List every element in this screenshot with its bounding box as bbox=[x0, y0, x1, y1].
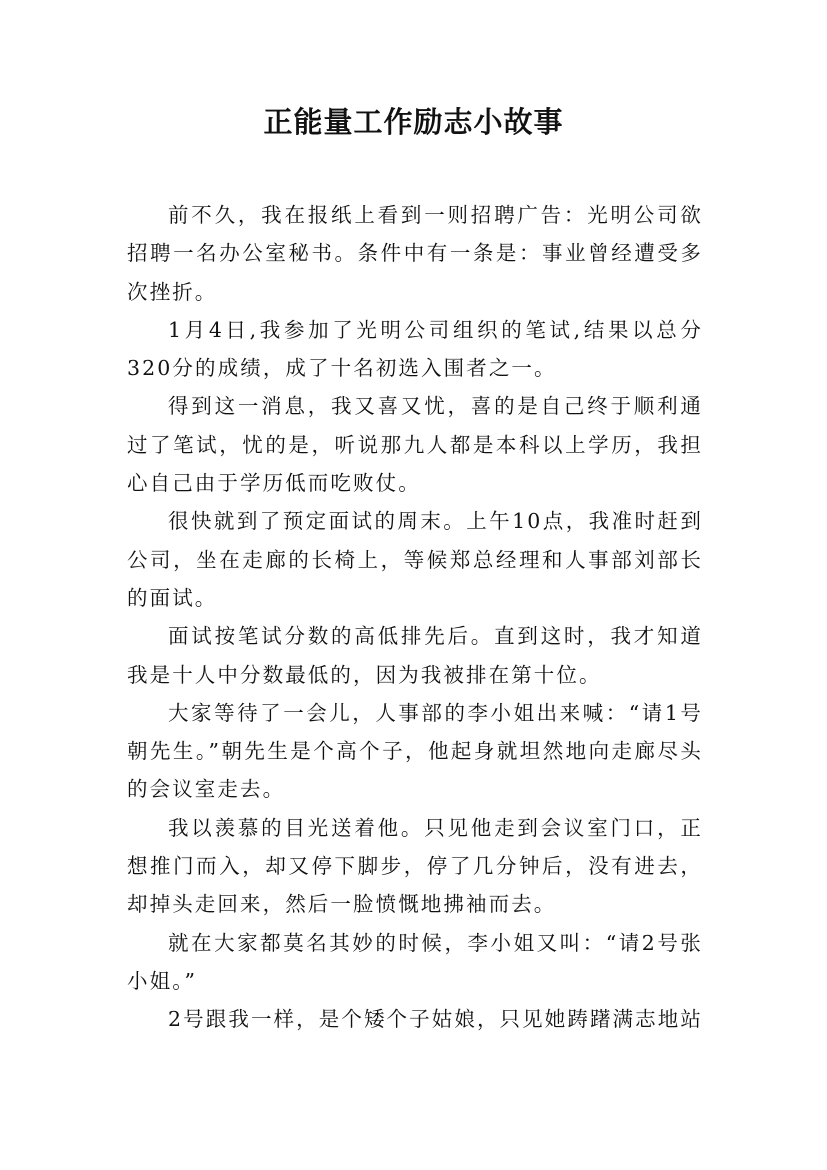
paragraph: 我以羡慕的目光送着他。只见他走到会议室门口，正想推门而入，却又停下脚步，停了几分钟后，没有进去，却掉头走回来，然后一脸愤慨地拂袖而去。 bbox=[127, 815, 703, 917]
paragraph: 面试按笔试分数的高低排先后。直到这时，我才知道我是十人中分数最低的，因为我被排在第十位。 bbox=[127, 624, 703, 687]
paragraph: 很快就到了预定面试的周末。上午10点，我准时赶到公司，坐在走廊的长椅上，等候郑总经理和人事部刘部长的面试。 bbox=[127, 509, 703, 610]
paragraph: 就在大家都莫名其妙的时候，李小姐又叫：“请2号张小姐。” bbox=[127, 930, 703, 993]
paragraph: 得到这一消息，我又喜又忧，喜的是自己终于顺利通过了笔试，忧的是，听说那九人都是本科以上学历，我担心自己由于学历低而吃败仗。 bbox=[127, 394, 703, 496]
paragraph: 1月4日,我参加了光明公司组织的笔试,结果以总分320分的成绩，成了十名初选入围者之一。 bbox=[127, 317, 703, 381]
document-body bbox=[127, 196, 703, 1039]
paragraph: 2号跟我一样，是个矮个子姑娘，只见她踌躇满志地站 bbox=[168, 1007, 703, 1032]
document-title: 正能量工作励志小故事 bbox=[263, 105, 564, 139]
paragraph: 前不久，我在报纸上看到一则招聘广告：光明公司欲招聘一名办公室秘书。条件中有一条是：事业曾经遭受多次挫折。 bbox=[127, 203, 703, 304]
paragraph: 大家等待了一会儿，人事部的李小姐出来喊：“请1号朝先生。”朝先生是个高个子，他起身就坦然地向走廊尽头的会议室走去。 bbox=[127, 700, 703, 802]
